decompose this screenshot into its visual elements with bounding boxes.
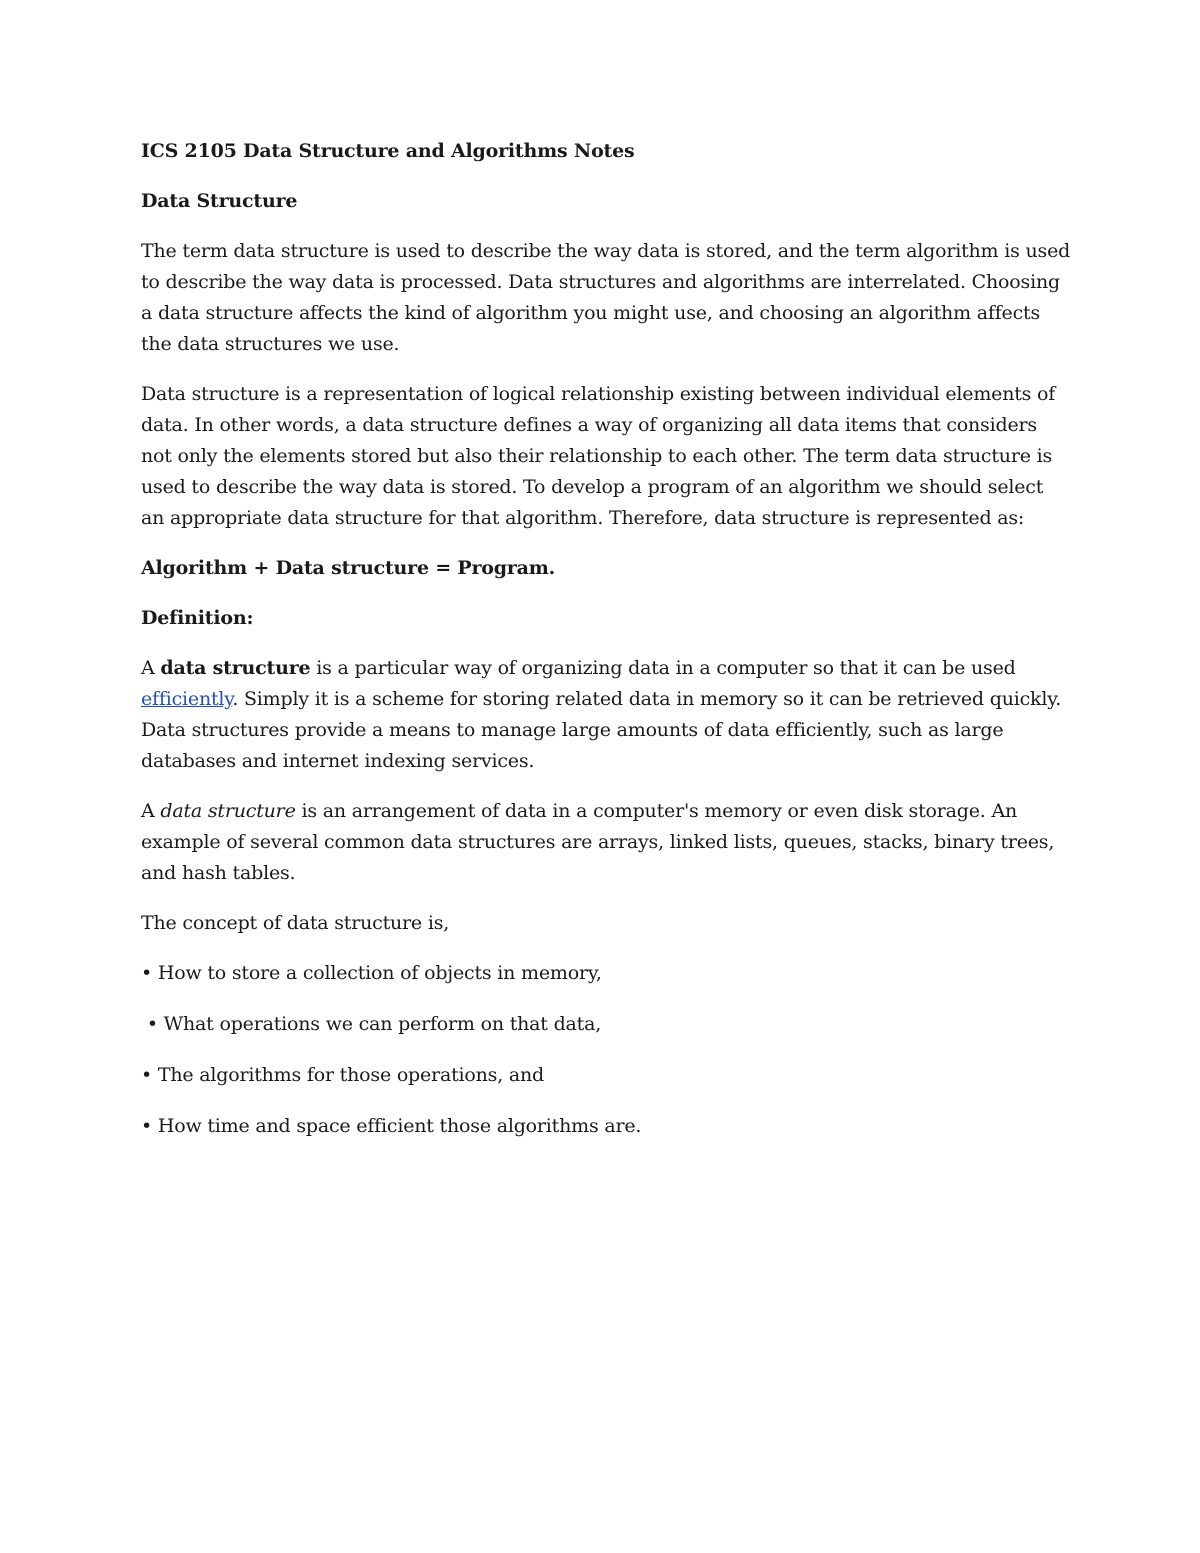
definition-paragraph [141, 653, 1071, 777]
formula-line: Algorithm + Data structure = Program. [141, 557, 556, 579]
arrangement-term: data structure [160, 800, 296, 822]
definition-tail: . Simply it is a scheme for storing related data in memory so it can be retrieved quickly. Data structures provide a means to manage large amounts of data efficiently, such as large databases and internet indexing services. [141, 688, 1062, 772]
bullet-item: • What operations we can perform on that data, [141, 1013, 602, 1035]
bullet-item: • How time and space efficient those algorithms are. [141, 1115, 642, 1137]
document-page [141, 136, 1071, 1162]
concept-intro: The concept of data structure is, [141, 912, 450, 934]
arrangement-lead: A [141, 800, 161, 822]
arrangement-paragraph [141, 796, 1071, 889]
efficiently-link[interactable]: efficiently [141, 688, 233, 710]
representation-paragraph: Data structure is a representation of logical relationship existing between individual elements of data. In other words, a data structure defines a way of organizing all data items that considers not only the elements stored but also their relationship to each other. The term data structure is used to describe the way data is stored. To develop a program of an algorithm we should select an appropriate data structure for that algorithm. Therefore, data structure is represented as: [141, 383, 1056, 529]
definition-mid: is a particular way of organizing data in a computer so that it can be used [310, 657, 1016, 679]
section-heading: Data Structure [141, 190, 298, 212]
definition-term: data structure [160, 657, 311, 679]
arrangement-tail: is an arrangement of data in a computer's memory or even disk storage. An example of several common data structures are arrays, linked lists, queues, stacks, binary trees, and hash tables. [141, 800, 1055, 884]
bullet-item: • The algorithms for those operations, and [141, 1064, 545, 1086]
intro-paragraph: The term data structure is used to describe the way data is stored, and the term algorithm is used to describe the way data is processed. Data structures and algorithms are interrelated. Choosing a data structure affects the kind of algorithm you might use, and choosing an algorithm affects the data structures we use. [141, 240, 1071, 355]
definition-lead: A [141, 657, 161, 679]
document-title: ICS 2105 Data Structure and Algorithms Notes [141, 140, 635, 162]
bullet-item: • How to store a collection of objects in memory, [141, 962, 602, 984]
definition-heading: Definition: [141, 607, 254, 629]
